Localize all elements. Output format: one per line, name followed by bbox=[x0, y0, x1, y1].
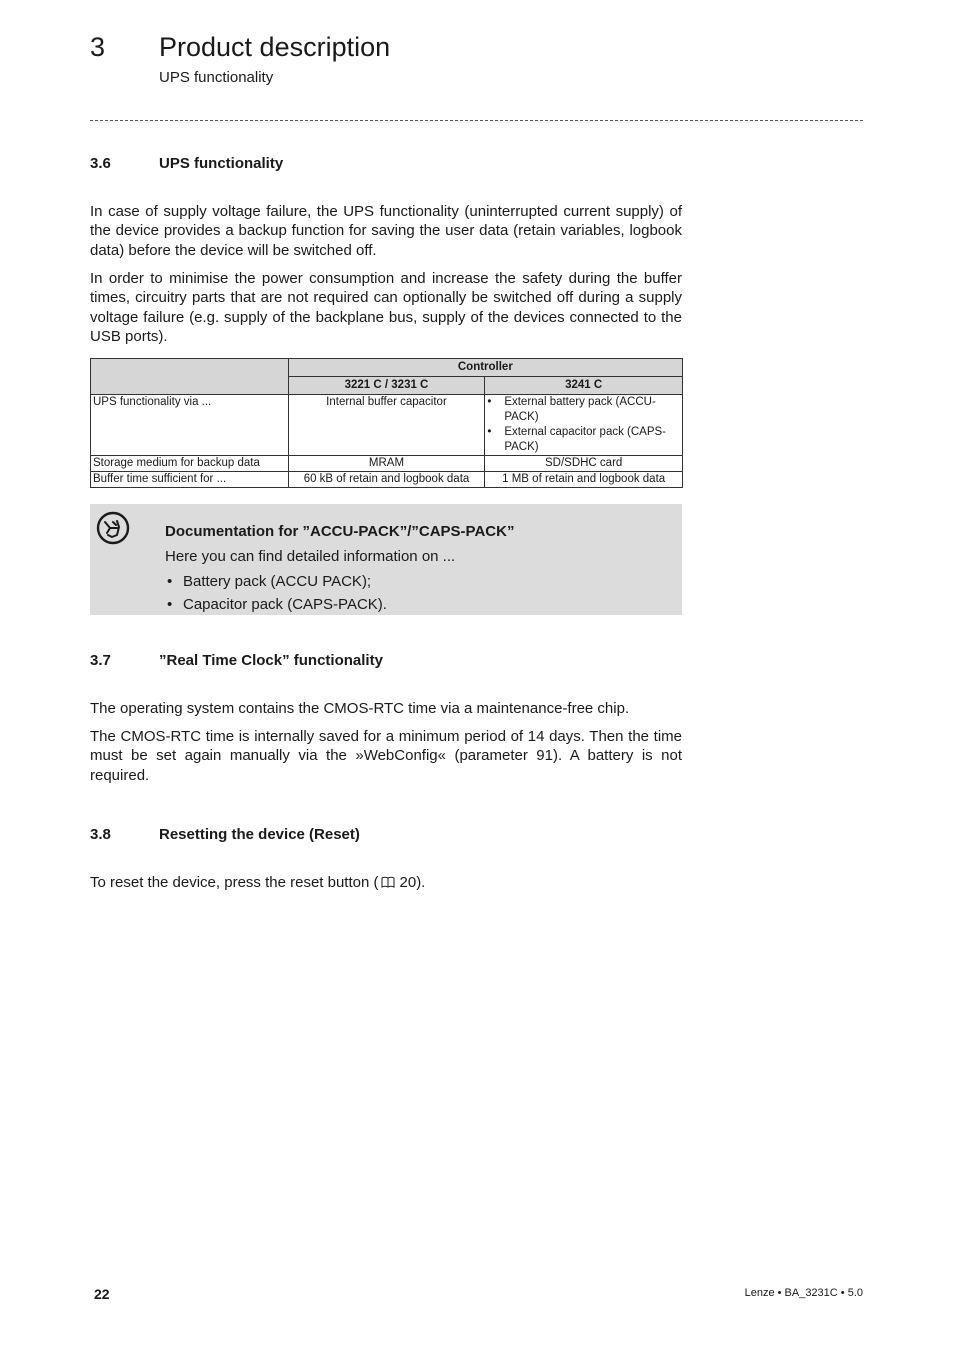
note-title: Documentation for ”ACCU-PACK”/”CAPS-PACK” bbox=[165, 523, 515, 540]
table-row bbox=[91, 472, 683, 488]
table-cell bbox=[485, 395, 683, 456]
table-row-label: Storage medium for backup data bbox=[91, 456, 289, 472]
rtc-paragraph-1: The operating system contains the CMOS-RTC time via a maintenance-free chip. bbox=[90, 700, 630, 717]
chapter-title: Product description bbox=[159, 32, 391, 62]
list-item: • Battery pack (ACCU PACK); bbox=[165, 570, 387, 593]
section-number-rtc: 3.7 bbox=[90, 652, 111, 669]
table-group-header: Controller bbox=[288, 359, 682, 377]
reset-text: To reset the device, press the reset button ( bbox=[90, 874, 379, 891]
table-row bbox=[91, 456, 683, 472]
section-subtitle: UPS functionality bbox=[159, 69, 274, 86]
table-corner-cell bbox=[91, 359, 289, 395]
list-item: • Capacitor pack (CAPS-PACK). bbox=[165, 593, 387, 616]
note-list bbox=[165, 570, 387, 616]
ups-paragraph-2: In order to minimise the power consumption and increase the safety during the buffer times, circuitry parts that are not required can optionally be switched off during a supply voltage failure (e.g. supply of the backplane bus, supply of the devices connected to the USB ports). bbox=[90, 270, 682, 345]
table-cell: MRAM bbox=[288, 456, 485, 472]
section-number-ups: 3.6 bbox=[90, 155, 111, 172]
section-title-ups: UPS functionality bbox=[159, 155, 284, 172]
section-number-reset: 3.8 bbox=[90, 826, 111, 843]
table-cell: Internal buffer capacitor bbox=[288, 395, 485, 456]
page-reference-link[interactable]: 20 bbox=[399, 874, 417, 891]
list-item: • External capacitor pack (CAPS-PACK) bbox=[487, 425, 680, 455]
section-title-reset: Resetting the device (Reset) bbox=[159, 826, 360, 843]
reset-text-end: ). bbox=[416, 874, 426, 891]
controller-table bbox=[90, 358, 683, 488]
table-row-label: Buffer time sufficient for ... bbox=[91, 472, 289, 488]
table-cell-list bbox=[487, 395, 680, 455]
chapter-number: 3 bbox=[90, 32, 106, 62]
book-icon bbox=[381, 874, 395, 886]
table-cell: SD/SDHC card bbox=[485, 456, 683, 472]
ups-paragraph-1: In case of supply voltage failure, the UPS functionality (uninterrupted current supply) of the device provides a backup function for saving the user data (retain variables, logbook data) before the device will be switched off. bbox=[90, 203, 682, 259]
table-row bbox=[91, 395, 683, 456]
rtc-paragraph-2: The CMOS-RTC time is internally saved for a minimum period of 14 days. Then the time must be set again manually via the »WebConfig« (parameter 91). A battery is not required. bbox=[90, 728, 682, 784]
table-cell: 60 kB of retain and logbook data bbox=[288, 472, 485, 488]
table-cell: 1 MB of retain and logbook data bbox=[485, 472, 683, 488]
reset-paragraph bbox=[90, 873, 682, 892]
footer-doc-info: Lenze • BA_3231C • 5.0 bbox=[744, 1287, 863, 1299]
list-item: • External battery pack (ACCU-PACK) bbox=[487, 395, 680, 425]
info-hand-icon bbox=[96, 511, 130, 545]
table-column-header: 3241 C bbox=[485, 377, 683, 395]
table-column-header: 3221 C / 3231 C bbox=[288, 377, 485, 395]
header-divider bbox=[90, 120, 863, 121]
note-intro: Here you can find detailed information on ... bbox=[165, 548, 456, 565]
table-row-label: UPS functionality via ... bbox=[91, 395, 289, 456]
section-title-rtc: ”Real Time Clock” functionality bbox=[159, 652, 383, 669]
page-number: 22 bbox=[94, 1286, 110, 1302]
